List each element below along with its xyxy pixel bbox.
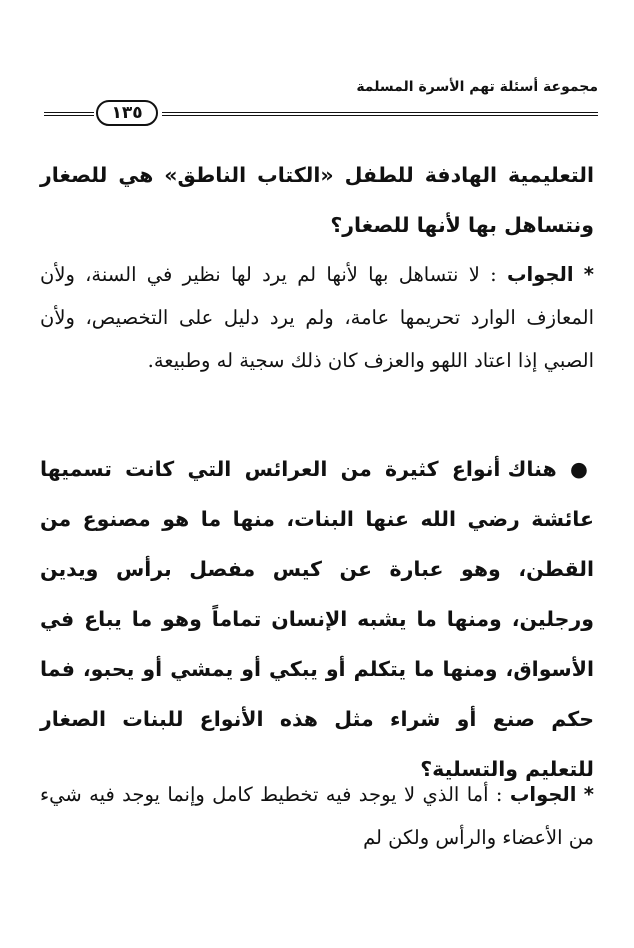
answer-text: : لا نتساهل بها لأنها لم يرد لها نظير في السنة، ولأن المعازف الوارد تحريمها عامة، ولم يرد دليل على التخصيص، ولأن الصبي إذا اعتاد اللهو والعزف كان ذلك سجية له وطبيعة. (40, 263, 594, 372)
question-text: التعليمية الهادفة للطفل «الكتاب الناطق» هي للصغار ونتساهل بها لأنها للصغار؟ (40, 163, 594, 237)
running-title: مجموعة أسئلة تهم الأسرة المسلمة (356, 79, 598, 95)
answer-label: الجواب (506, 263, 574, 286)
asterisk-marker: * (583, 263, 594, 286)
page-number: ١٣٥ (96, 100, 158, 126)
question-paragraph (40, 150, 594, 250)
asterisk-marker: * (583, 783, 594, 806)
answer-paragraph (40, 773, 594, 859)
question-paragraph (40, 444, 594, 794)
answer-paragraph (40, 253, 594, 382)
header-rule-left (44, 112, 94, 116)
bullet-marker: ● (569, 457, 595, 481)
answer-text: : أما الذي لا يوجد فيه تخطيط كامل وإنما يوجد فيه شيء من الأعضاء والرأس ولكن لم (40, 783, 594, 849)
answer-label: الجواب (509, 783, 577, 806)
header-rule-right (162, 112, 598, 116)
question-text: هناك أنواع كثيرة من العرائس التي كانت تسميها عائشة رضي الله عنها البنات، منها ما هو مصنوع من القطن، وهو عبارة عن كيس مفصل برأس ويدين ورجلين، ومنها ما يشبه الإنسان تماماً وهو ما يباع في الأسواق، ومنها ما يتكلم أو يبكي أو يمشي أو يحبو، فما حكم صنع أو شراء مثل هذه الأنواع للبنات الصغار للتعليم والتسلية؟ (40, 457, 594, 781)
